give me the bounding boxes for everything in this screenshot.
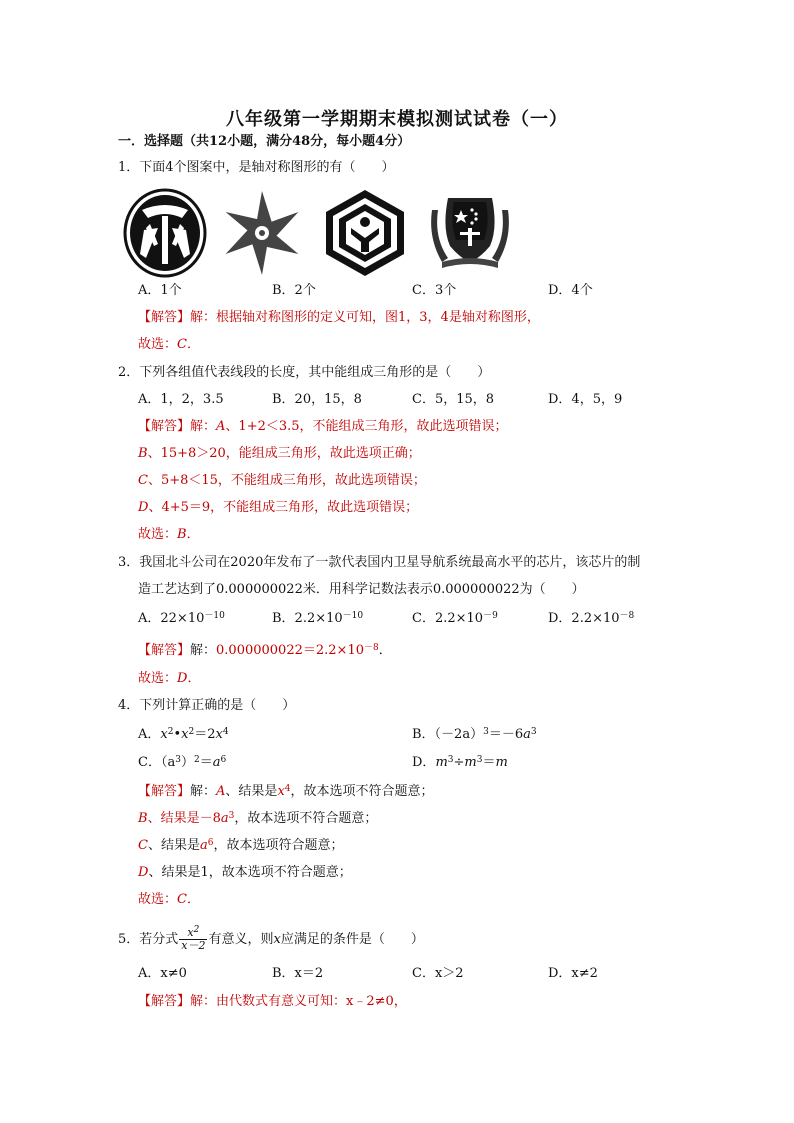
q3-option-b: B．$2.2\times 10^{-10}$ [272, 611, 364, 626]
q1-option-d: D．4个 [548, 283, 593, 298]
q3-option-a: A．$22\times 10^{-10}$ [138, 611, 225, 626]
q4-choose: 故选：C． [138, 892, 200, 907]
q3-choose: 故选：D． [138, 671, 201, 686]
q4-answer-c: C、结果是$a^6$，故本选项符合题意； [138, 838, 344, 853]
q4-stem: 4．下列计算正确的是（ ） [118, 698, 296, 713]
q3-answer: 【解答】解：$0.000000022=2.2\times 10^{-8}$． [138, 643, 392, 658]
q5-stem: 5．若分式 $\frac{x^2}{x-2}$ 有意义，则x应满足的条件是（ ） [118, 925, 424, 952]
page-title: 八年级第一学期期末模拟测试试卷（一） [226, 109, 568, 130]
q2-option-a: A．1，2，3.5 [138, 392, 224, 407]
q2-answer-b: B、15+8＞20，能组成三角形，故此选项正确； [138, 446, 421, 461]
q4-answer-b: B、结果是$-8a^3$，故本选项不符合题意； [138, 811, 378, 826]
section-heading: 一．选择题（共12小题，满分48分，每小题4分） [118, 134, 411, 149]
answer-tag: 【解答】 [138, 310, 191, 325]
q2-option-b: B．20，15，8 [272, 392, 362, 407]
q2-option-d: D．4，5，9 [548, 392, 623, 407]
q4-option-a: A．$x^2•x^2=2x^4$ [138, 727, 229, 742]
q4-option-b: B．$(-2a)^3=-6a^3$ [412, 727, 537, 742]
q5-option-d: D．x≠2 [548, 966, 598, 981]
q4-option-d: D．$m^3\div m^3=m$ [412, 755, 508, 770]
q2-choose: 故选：B． [138, 527, 200, 542]
q5-option-a: A．x≠0 [138, 966, 187, 981]
q1-option-a: A．1个 [138, 283, 182, 298]
q5-fraction: $\frac{x^2}{x-2}$ [181, 925, 206, 952]
q2-stem: 2．下列各组值代表线段的长度，其中能组成三角形的是（ ） [118, 365, 491, 380]
q1-stem: 1．下面4个图案中，是轴对称图形的有（ ） [118, 160, 395, 175]
q1-answer: 【解答】解：根据轴对称图形的定义可知，图1，3，4是轴对称图形， [138, 310, 540, 325]
q2-option-c: C．5，15，8 [412, 392, 495, 407]
emblem-3-icon [320, 188, 410, 278]
q5-option-b: B．x＝2 [272, 966, 324, 981]
q3-stem-line-1: 3．我国北斗公司在2020年发布了一款代表国内卫星导航系统最高水平的芯片，该芯片的制 [118, 555, 641, 570]
q5-option-c: C．x＞2 [412, 966, 464, 981]
q2-answer-d: D、4+5＝9，不能组成三角形，故此选项错误； [138, 500, 419, 515]
q4-answer-d: D、结果是1，故本选项不符合题意； [138, 865, 352, 880]
q3-option-c: C．$2.2\times 10^{-9}$ [412, 611, 498, 626]
emblem-4-icon [428, 188, 512, 278]
q3-option-d: D．$2.2\times 10^{-8}$ [548, 611, 635, 626]
q1-option-b: B．2个 [272, 283, 316, 298]
q1-figures [120, 188, 500, 280]
emblem-2-icon [220, 188, 304, 278]
q2-answer-a: 【解答】解：A、1+2＜3.5，不能组成三角形，故此选项错误； [138, 419, 508, 434]
q5-answer: 【解答】解：由代数式有意义可知：x﹣2≠0， [138, 994, 407, 1009]
q4-answer-a: 【解答】解：A、结果是$x^4$，故本选项不符合题意； [138, 784, 434, 799]
q1-choose: 故选：C． [138, 337, 200, 352]
q1-option-c: C．3个 [412, 283, 457, 298]
q4-option-c: C．$(a^3)^2=a^6$ [138, 755, 227, 770]
emblem-1-icon [122, 188, 208, 278]
q3-stem-line-2: 造工艺达到了0.000000022米．用科学记数法表示0.000000022为（ ） [138, 582, 585, 597]
q2-answer-c: C、5+8＜15，不能组成三角形，故此选项错误； [138, 473, 426, 488]
